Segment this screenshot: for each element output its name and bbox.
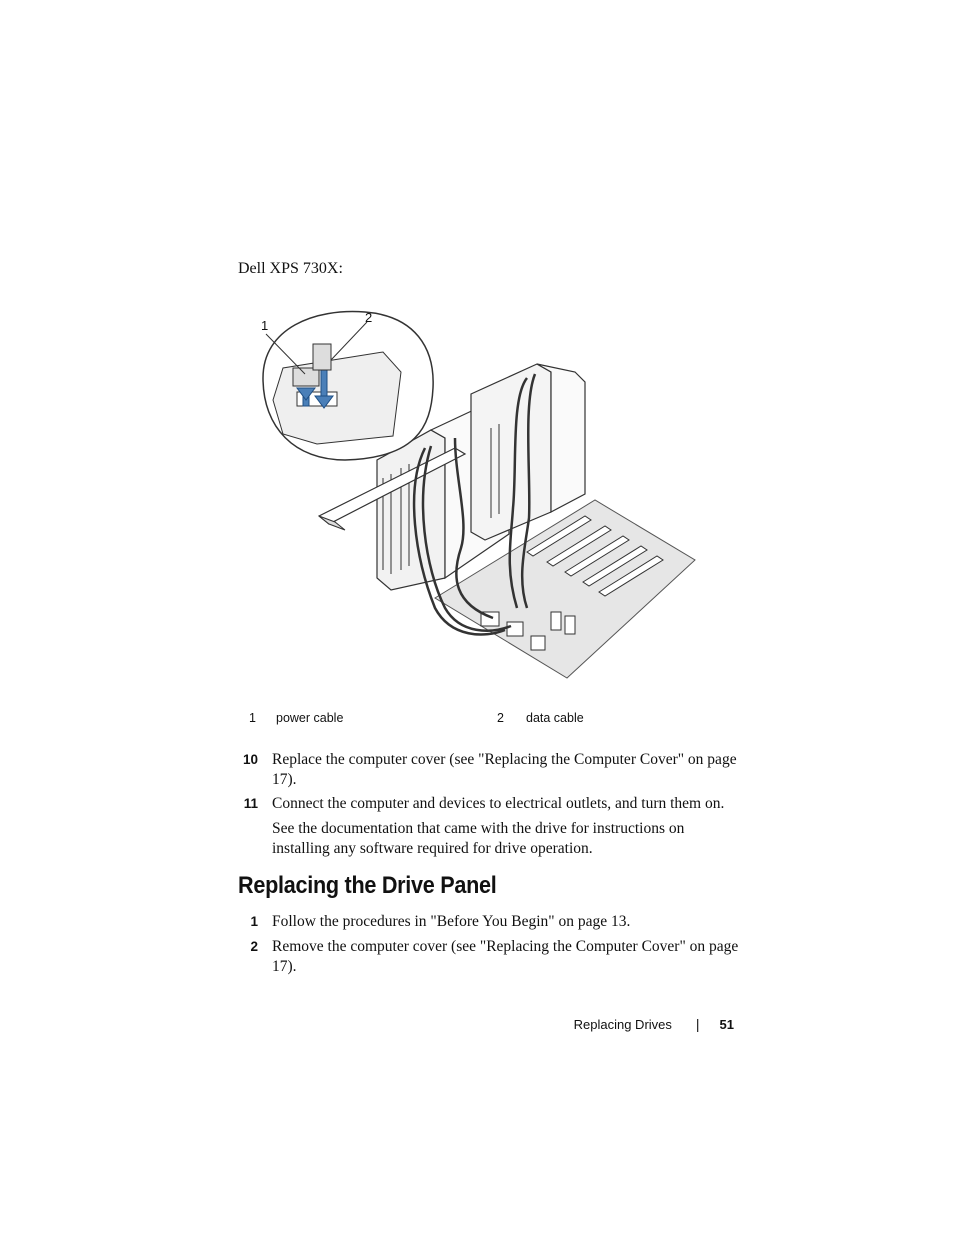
figure-caption-model: Dell XPS 730X:	[238, 260, 343, 277]
page-number: 51	[719, 1016, 734, 1032]
legend-num-1: 1	[249, 711, 256, 725]
hard-drive-connection-diagram	[255, 308, 705, 680]
step-number: 10	[242, 752, 258, 767]
step-number: 2	[250, 939, 258, 954]
page-footer	[574, 1016, 734, 1032]
step-text: Connect the computer and devices to electrical outlets, and turn them on.	[272, 795, 725, 812]
section-heading: Replacing the Drive Panel	[238, 872, 497, 899]
figure-legend	[249, 711, 739, 731]
step-text: Follow the procedures in "Before You Begin" on page 13.	[272, 913, 631, 930]
step-number: 11	[243, 796, 258, 811]
drive-software-note: See the documentation that came with the drive for instructions on installing any software required for drive operation.	[272, 820, 685, 857]
drive-cable-illustration	[255, 308, 705, 680]
callout-number-2: 2	[365, 310, 373, 325]
step-text: Remove the computer cover (see "Replacing the Computer Cover" on page 17).	[272, 938, 739, 975]
callout-number-1: 1	[261, 318, 269, 333]
step-text: Replace the computer cover (see "Replacing the Computer Cover" on page 17).	[272, 751, 737, 788]
legend-num-2: 2	[497, 711, 504, 725]
footer-section-title: Replacing Drives	[573, 1016, 672, 1032]
legend-label-power-cable: power cable	[276, 711, 344, 725]
footer-separator: |	[695, 1016, 700, 1032]
step-number: 1	[250, 914, 258, 929]
legend-label-data-cable: data cable	[526, 711, 584, 725]
